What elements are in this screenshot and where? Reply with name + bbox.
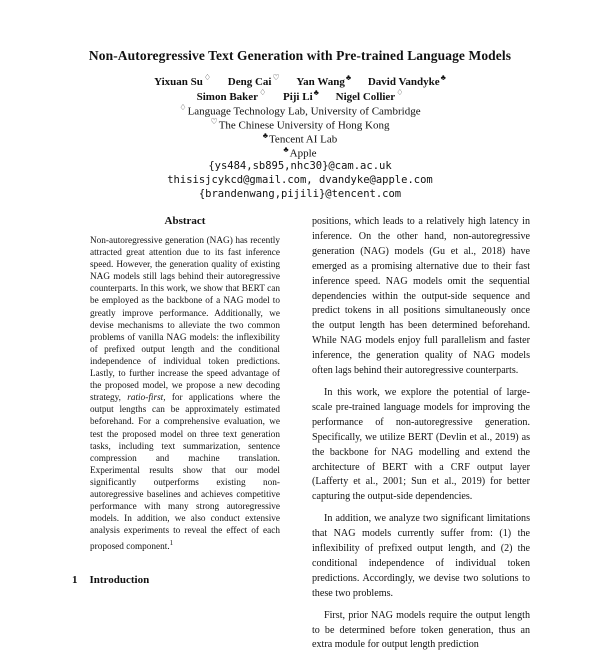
- abstract-italic-term: ratio-first: [127, 393, 164, 404]
- author: Yixuan Su♢: [154, 73, 212, 88]
- paragraph: In this work, we explore the potential of large-scale pre-trained language models for improving the performance of non-autoregressive generation. Specifically, we utilize BERT (Devlin et al., 2019) as the backbone for NAG modelling and extend the architecture of BERT with a CRF output layer (Lafferty et al., 2001; Sun et al., 2019) for better capturing the output-side dependencies.: [312, 386, 530, 503]
- author: Piji Li♣: [282, 88, 319, 103]
- author: Simon Baker♢: [196, 88, 267, 103]
- author: Yan Wang♣: [296, 73, 352, 88]
- email-line: {ys484,sb895,nhc30}@cam.ac.uk: [208, 160, 392, 172]
- affiliation: ♣Apple: [283, 145, 317, 160]
- abstract-heading: Abstract: [164, 215, 206, 227]
- email-line: {brandenwang,pijili}@tencent.com: [198, 188, 402, 200]
- paragraph: positions, which leads to a relatively high latency in inference. On the other hand, non-autoregressive generation (NAG) models (Gu et al., 2018) have emerged as a promising alternative due to their fast inference speed. NAG models omit the sequential dependencies within the output-side sequence and predict tokens in all positions simultaneously once the output length has been determined beforehand. While NAG models enjoy full parallelism and faster inference, the generation quality of NAG models often lags behind their autoregressive counterparts.: [312, 216, 530, 377]
- affiliation: ♣Tencent AI Lab: [262, 131, 338, 146]
- author-list-line-1: [0, 73, 600, 88]
- paper-title: Non-Autoregressive Text Generation with Pre-trained Language Models: [88, 48, 512, 63]
- email-line: thisisjcykcd@gmail.com, dvandyke@apple.com: [167, 174, 433, 186]
- author: David Vandyke♣: [367, 73, 446, 88]
- paragraph: In addition, we analyze two significant limitations that NAG models currently suffer from: (1) the inflexibility of prefixed output length, and (2) the conditional independence of individual token predictions. Accordingly, we devise two solutions to these two problems.: [312, 513, 530, 599]
- abstract-text: Non-autoregressive generation (NAG) has recently attracted great attention due to its fast inference speed. However, the generation quality of existing NAG models still lags behind their autoregressive counterparts. In this work, we show that BERT can be employed as the backbone of a NAG model to greatly improve performance. Additionally, we devise mechanisms to alleviate the two common problems of vanilla NAG models: the inflexibility of prefixed output length and the conditional independence of individual token predictions. Lastly, to further increase the speed advantage of the proposed model, we propose a new decoding strategy, ratio-first, for applications where the output lengths can be approximately estimated beforehand. For a comprehensive evaluation, we test the proposed model on three text generation tasks, including text summarization, sentence compression and machine translation. Experimental results show that our model significantly outperforms existing non-autoregressive baselines and achieves competitive performance with many strong autoregressive models. In addition, we also conduct extensive analysis experiments to reveal the effect of each proposed component.$^1$: [90, 236, 280, 553]
- affiliation: ♡The Chinese University of Hong Kong: [210, 117, 390, 132]
- paragraph: First, prior NAG models require the output length to be determined before token generation, thus an extra module for output length prediction: [312, 609, 530, 651]
- section-heading-introduction: 1 Introduction: [72, 574, 150, 586]
- affiliation: ♢Language Technology Lab, University of Cambridge: [179, 103, 421, 118]
- footnote-mark: 1: [169, 539, 174, 548]
- author-list-line-2: [0, 88, 600, 103]
- author: Nigel Collier♢: [335, 88, 404, 103]
- body-text-right-column: [312, 215, 530, 653]
- author: Deng Cai♡: [227, 73, 280, 88]
